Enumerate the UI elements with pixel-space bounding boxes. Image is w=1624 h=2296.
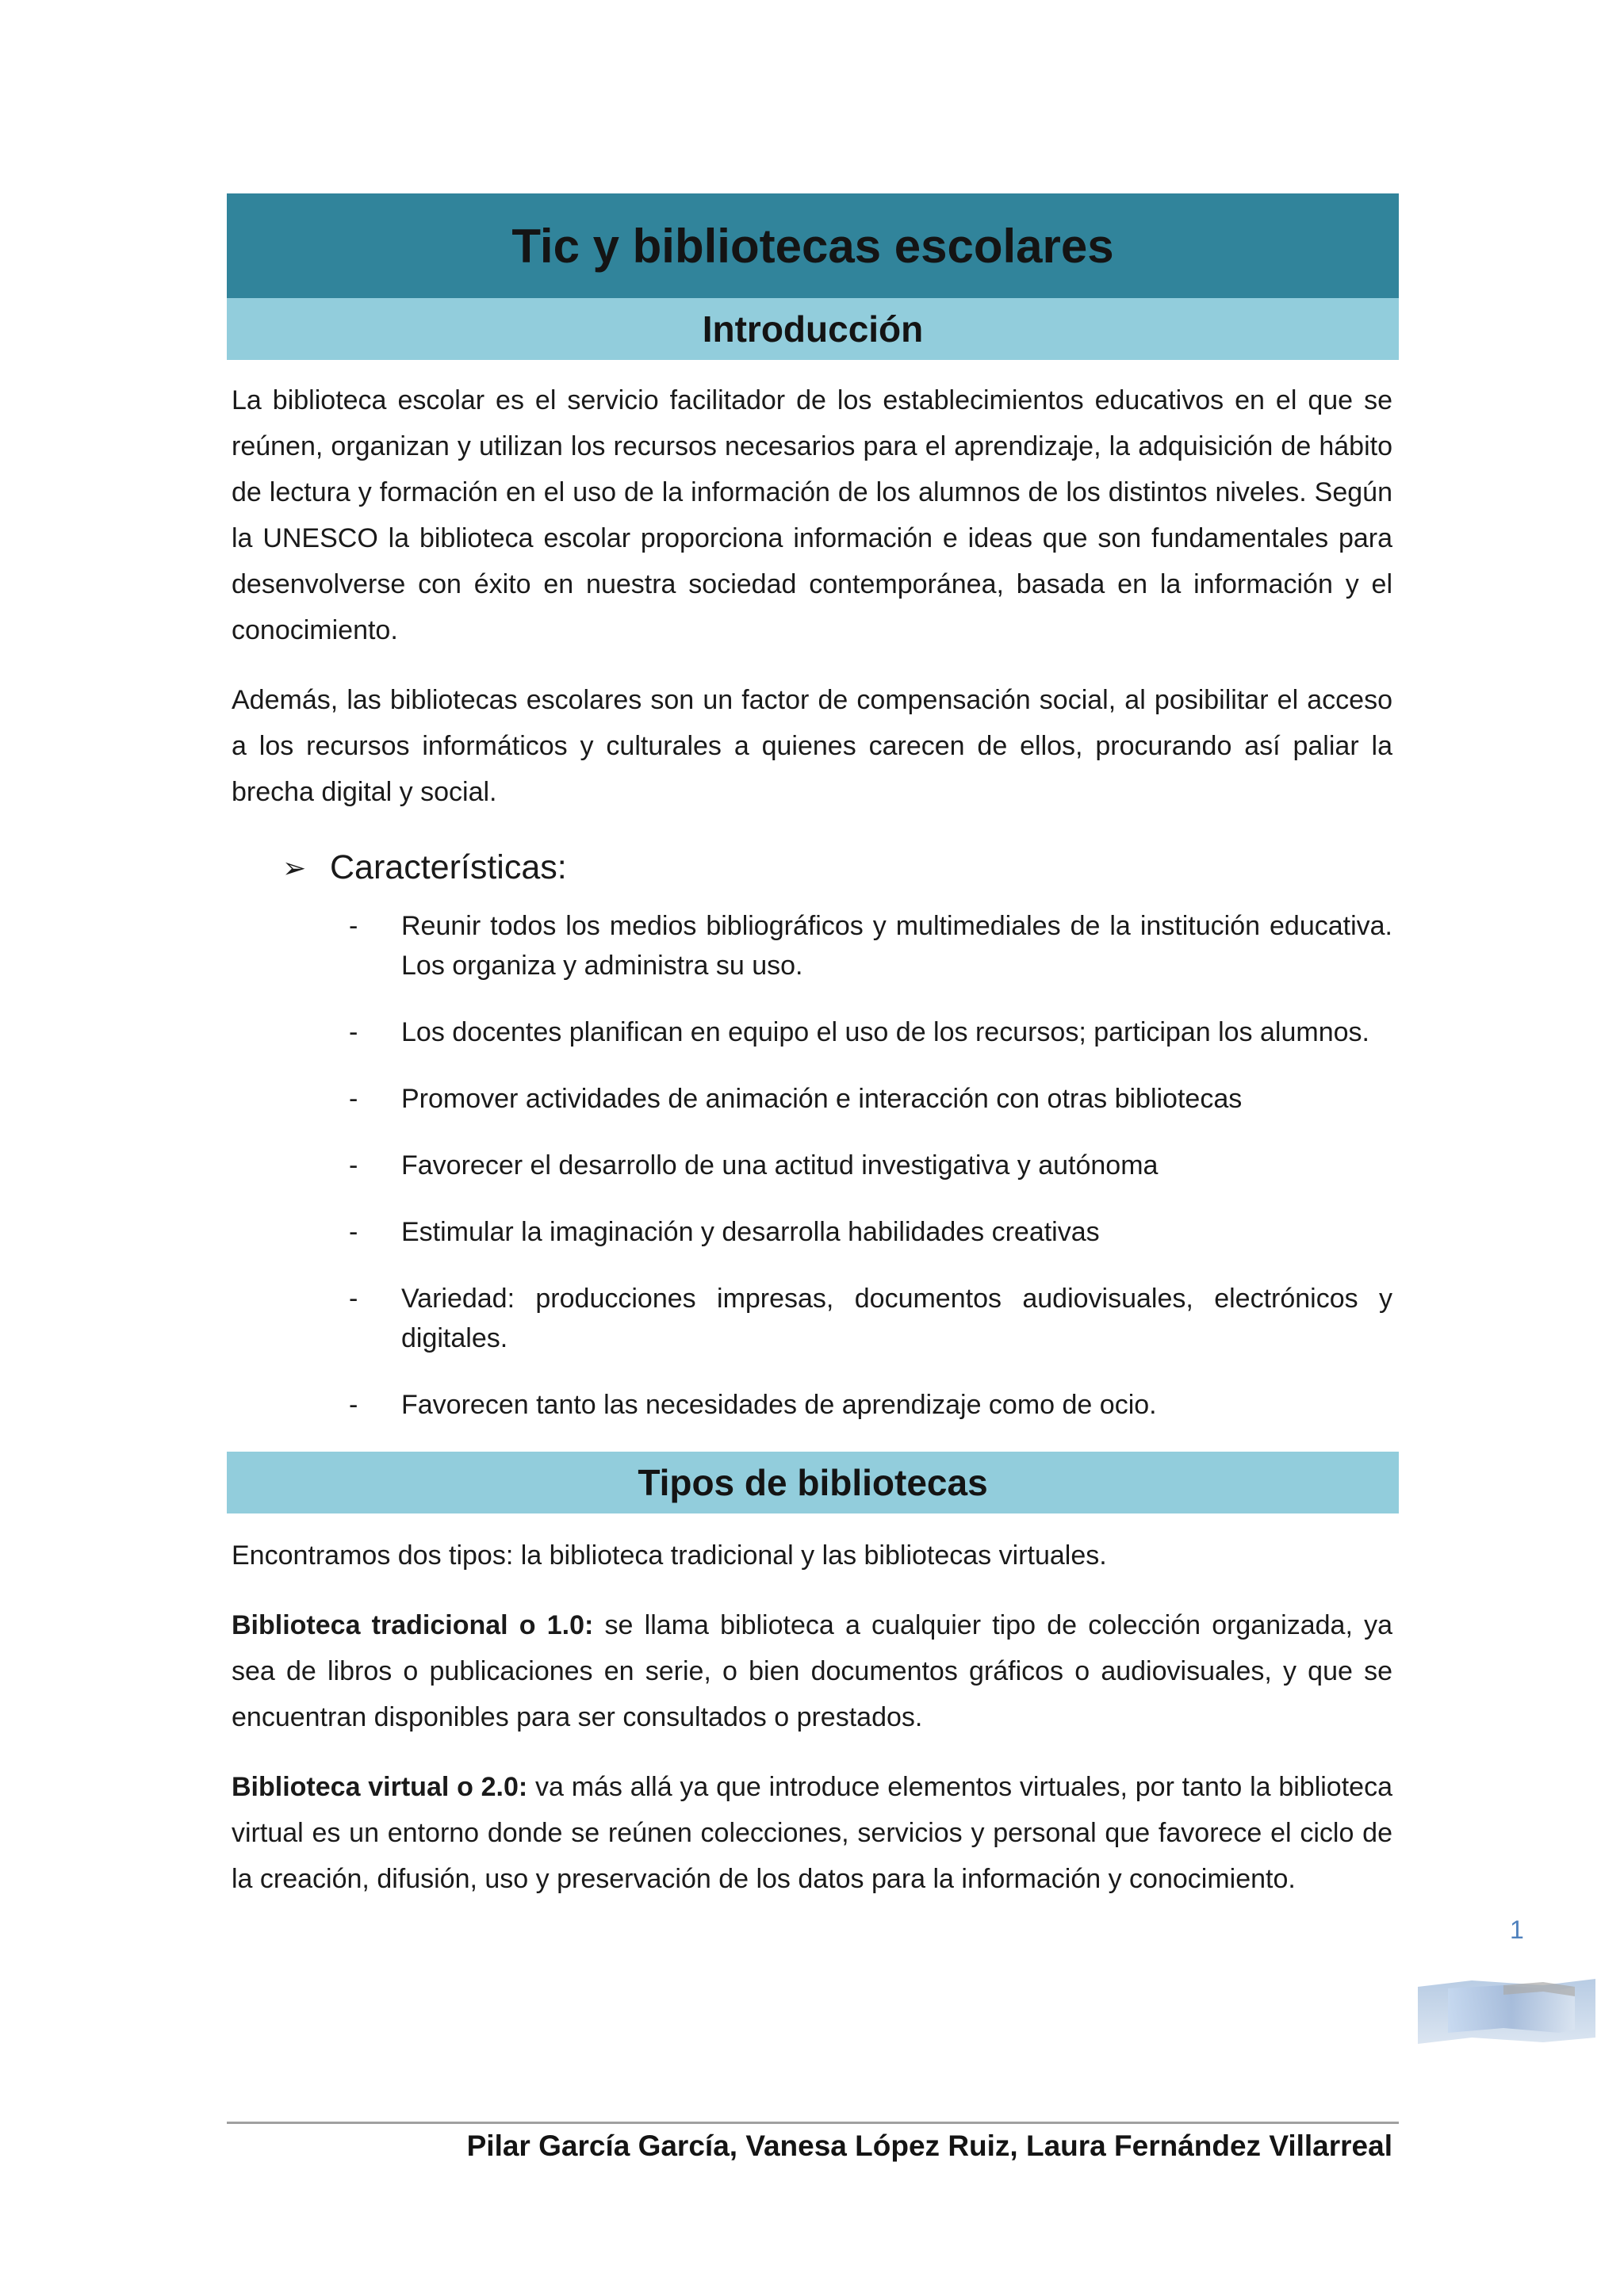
virtual-library-text: va más allá ya que introduce elementos virtuales, por tanto la biblioteca virtual es un entorno donde se reúnen colecciones, servicios y personal que favorece el ciclo de la creación, difusión, uso y preservación de los datos para la información y conocimiento. [232,1772,1392,1894]
features-heading-label: Características: [330,848,567,886]
dash-bullet: - [349,1390,358,1420]
intro-paragraph-1: La biblioteca escolar es el servicio facilitador de los establecimientos educativos en el que se reúnen, organizan y utilizan los recursos necesarios para el aprendizaje, la adquisición de hábito de lectura y formación en el uso de la información de los alumnos de los distintos niveles. Según la UNESCO la biblioteca escolar proporciona información e ideas que son fundamentales para desenvolverse con éxito en nuestra sociedad contemporánea, basada en la información y el conocimiento. [232,385,1392,645]
arrow-bullet-icon: ➢ [282,851,307,884]
page-number: 1 [1510,1915,1524,1944]
list-item-text: Variedad: producciones impresas, documentos audiovisuales, electrónicos y digitales. [401,1284,1392,1353]
list-item-text: Favorecer el desarrollo de una actitud investigativa y autónoma [401,1150,1159,1181]
features-heading [282,848,1399,887]
intro-paragraph-2: Además, las bibliotecas escolares son un factor de compensación social, al posibilitar el acceso a los recursos informáticos y culturales a quienes carecen de ellos, procurando así paliar la brecha digital y social. [232,685,1392,807]
list-item [227,1212,1392,1252]
traditional-library-paragraph [232,1602,1392,1740]
types-intro-paragraph: Encontramos dos tipos: la biblioteca tradicional y las bibliotecas virtuales. [232,1540,1107,1571]
dash-bullet: - [349,1017,358,1047]
traditional-library-label: Biblioteca tradicional o 1.0: [232,1610,594,1640]
dash-bullet: - [349,911,358,941]
dash-bullet: - [349,1084,358,1114]
page-decoration-icon [1416,1977,1597,2045]
dash-bullet: - [349,1150,358,1181]
list-item [227,1079,1392,1119]
section-heading-introduction: Introducción [227,298,1399,360]
virtual-library-label: Biblioteca virtual o 2.0: [232,1772,528,1802]
list-item-text: Estimular la imaginación y desarrolla habilidades creativas [401,1217,1100,1247]
list-item [227,1385,1392,1425]
footer-authors: Pilar García García, Vanesa López Ruiz, Laura Fernández Villarreal [466,2130,1392,2162]
footer-divider [227,2122,1399,2124]
list-item [227,1146,1392,1185]
list-item-text: Los docentes planifican en equipo el uso de los recursos; participan los alumnos. [401,1017,1369,1047]
dash-bullet: - [349,1217,358,1247]
list-item [227,1012,1392,1052]
list-item-text: Promover actividades de animación e interacción con otras bibliotecas [401,1084,1243,1114]
features-list [227,906,1399,1425]
document-body [227,193,1399,1902]
dash-bullet: - [349,1284,358,1314]
list-item-text: Reunir todos los medios bibliográficos y multimediales de la institución educativa. Los organiza y administra su uso. [401,911,1392,981]
list-item-text: Favorecen tanto las necesidades de aprendizaje como de ocio. [401,1390,1157,1420]
list-item [227,1279,1392,1358]
traditional-library-text: se llama biblioteca a cualquier tipo de colección organizada, ya sea de libros o publicaciones en serie, o bien documentos gráficos o audiovisuales, y que se encuentran disponibles para ser consultados o prestados. [232,1610,1392,1732]
list-item [227,906,1392,985]
document-title: Tic y bibliotecas escolares [227,193,1399,298]
section-heading-types: Tipos de bibliotecas [227,1452,1399,1513]
virtual-library-paragraph [232,1764,1392,1902]
